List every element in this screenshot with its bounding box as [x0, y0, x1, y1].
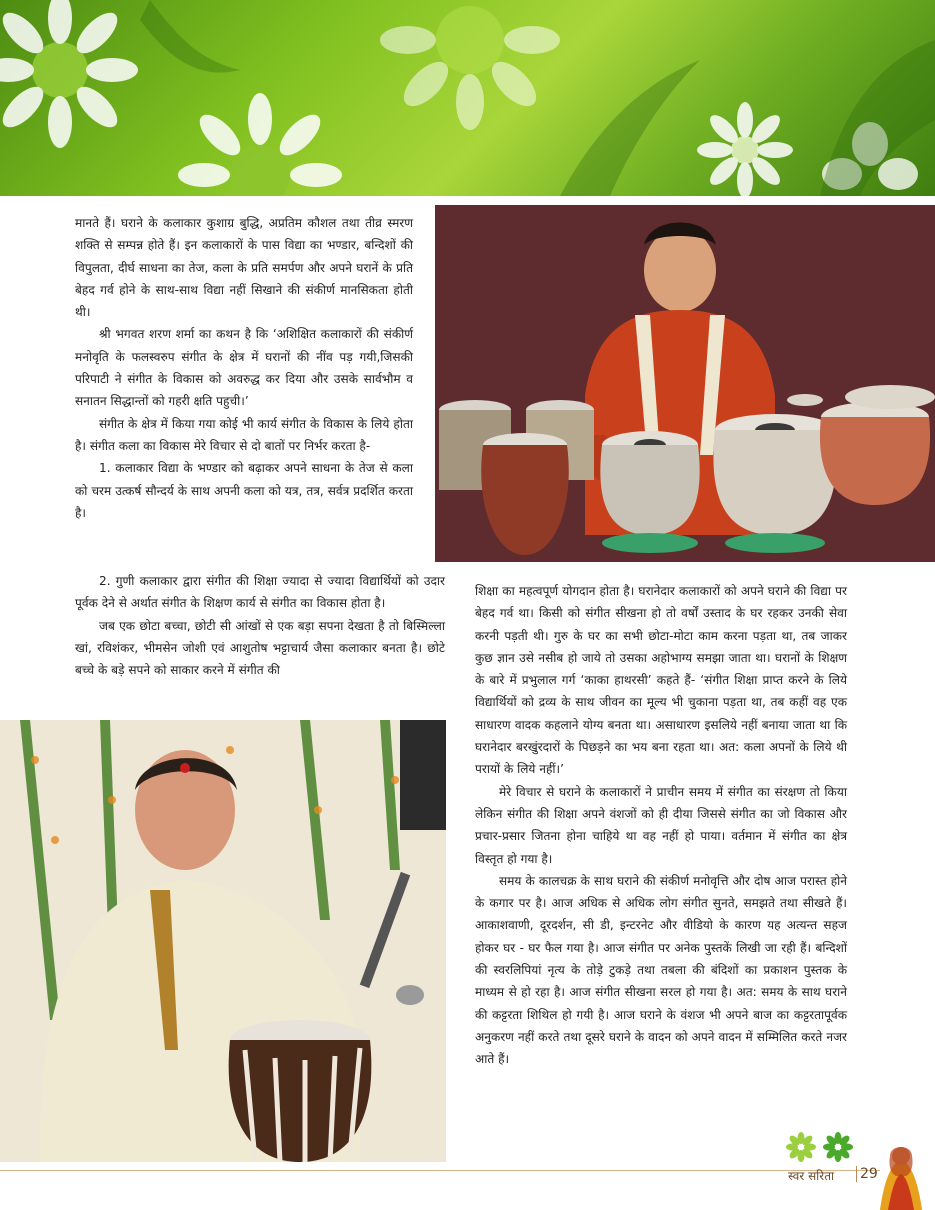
paragraph: जब एक छोटा बच्चा, छोटी सी आंखों से एक बड़ा सपना देखता है तो बिस्मिल्ला खां, रविशंकर, भीमसेन जोशी एवं आशुतोष भट्टाचार्य जैसा कलाकार बनता है। छोटे बच्चे के बड़े सपने को साकार करने में संगीत की	[75, 618, 445, 678]
tabla-performer-illustration	[435, 205, 935, 562]
paragraph: संगीत के क्षेत्र में किया गया कोई भी कार्य संगीत के विकास के लिये होता है। संगीत कला का विकास मेरे विचार से दो बातों पर निर्भर करता है-	[75, 416, 413, 453]
article-column-right	[475, 580, 847, 1071]
tabla-senior-illustration	[0, 720, 446, 1162]
photo-tabla-performer-young	[435, 205, 935, 562]
footer-flower-icon	[786, 1132, 858, 1162]
magazine-name: स्वर सरिता	[788, 1169, 835, 1183]
footer-woman-figure-icon	[870, 1140, 932, 1210]
article-column-left-mid	[75, 570, 445, 681]
floral-pattern	[0, 0, 935, 196]
photo-tabla-performer-senior	[0, 720, 446, 1162]
footer-rule	[0, 1170, 880, 1171]
numbered-point-2: 2. गुणी कलाकार द्वारा संगीत की शिक्षा ज्यादा से ज्यादा विद्यार्थियों को उदार पूर्वक देने से अर्थात संगीत के शिक्षण कार्य से संगीत का विकास होता है।	[75, 574, 445, 611]
page-number: 29	[856, 1166, 878, 1182]
paragraph: शिक्षा का महत्वपूर्ण योगदान होता है। घरानेदार कलाकारों को अपने घराने की विद्या पर बेहद गर्व था। किसी को संगीत सीखना हो तो वर्षों उस्ताद के घर रहकर उनकी सेवा करनी पड़ती थी। गुरु के घर का सभी छोटा-मोटा काम करना पड़ता था, तब जाकर कुछ ज्ञान उसे नसीब हो जाये तो उसका अहोभाग्य समझा जाता था। घरानों के शिक्षण के बारे में प्रभुलाल गर्ग ‘काका हाथरसी’ कहते हैं- ‘संगीत शिक्षा प्राप्त करने के लिये विद्यार्थियों को द्रव्य के साथ जीवन का मूल्य भी चुकाना पड़ता था, तब कहीं वह एक साधारण वादक कहलाने योग्य बनता था। असाधारण इसलिये नहीं बनाया जाता था कि घरानेदार बरखुंरदारों के पिछड़ने का भय बना रहता था। अत: कला अपनों के लिये थी परायों के लिये नहीं।’	[475, 584, 847, 777]
header-floral-banner	[0, 0, 935, 196]
paragraph: मानते हैं। घराने के कलाकार कुशाग्र बुद्धि, अप्रतिम कौशल तथा तीव्र स्मरण शक्ति से सम्पन्न होते हैं। इन कलाकारों के पास विद्या का भण्डार, बन्दिशों की विपुलता, दीर्घ साधना का तेज, कला के प्रति समर्पण और अपने घरानें के प्रति बेहद गर्व होने के साथ-साथ विद्या नहीं सिखाने की संकीर्ण मानसिकता होती थी।	[75, 216, 413, 320]
numbered-point-1: 1. कलाकार विद्या के भण्डार को बढ़ाकर अपने साधना के तेज से कला को चरम उत्कर्ष सौन्दर्य के साथ अपनी कला को यत्र, तत्र, सर्वत्र प्रदर्शित करता है।	[75, 461, 413, 520]
article-column-left-top	[75, 212, 413, 524]
paragraph: श्री भगवत शरण शर्मा का कथन है कि ‘अशिक्षित कलाकारों की संकीर्ण मनोवृति के फलस्वरुप संगीत के क्षेत्र में घरानों की नींव पड़ गयी,जिसकी परिपाटी ने संगीत के विकास को अवरुद्ध कर दिया और उसके सार्वभौम व सनातन सिद्धान्तों को गहरी क्षति पहुची।’	[75, 327, 413, 409]
paragraph: मेरे विचार से घराने के कलाकारों ने प्राचीन समय में संगीत का संरक्षण तो किया लेकिन संगीत की शिक्षा अपने वंशजों को ही दीया जिससे संगीत का जो विकास और प्रचार-प्रसार जितना होना चाहिये था वह नहीं हो पाया। वर्तमान में संगीत का क्षेत्र विस्तृत हो गया है।	[475, 784, 847, 866]
paragraph: समय के कालचक्र के साथ घराने की संकीर्ण मनोवृत्ति और दोष आज परास्त होने के कगार पर है। आज अधिक से अधिक लोग संगीत सुनते, समझते तथा सीखते हैं। आकाशवाणी, दूरदर्शन, सी डी, इन्टरनेट और वीडियो के कारण यह अत्यन्त सहज होकर घर - घर फैल गया है। आज संगीत पर अनेक पुस्तकें लिखी जा रही हैं। बन्दिशों की स्वरलिपियां नृत्य के तोड़े टुकड़े तथा तबला की बंदिशों का प्रकाशन पुस्तक के माध्यम से हो रहा है। आज संगीत सीखना सरल हो गया है। अत: समय के साथ घराने की कट्टरता शिथिल हो गयी है। आज घराने के वंशज भी अपने बाज का कट्टरतापूर्वक अनुकरण नहीं करते तथा दूसरे घराने के वादन को अपने वादन में सम्मिलित करते नजर आते हैं।	[475, 873, 847, 1067]
